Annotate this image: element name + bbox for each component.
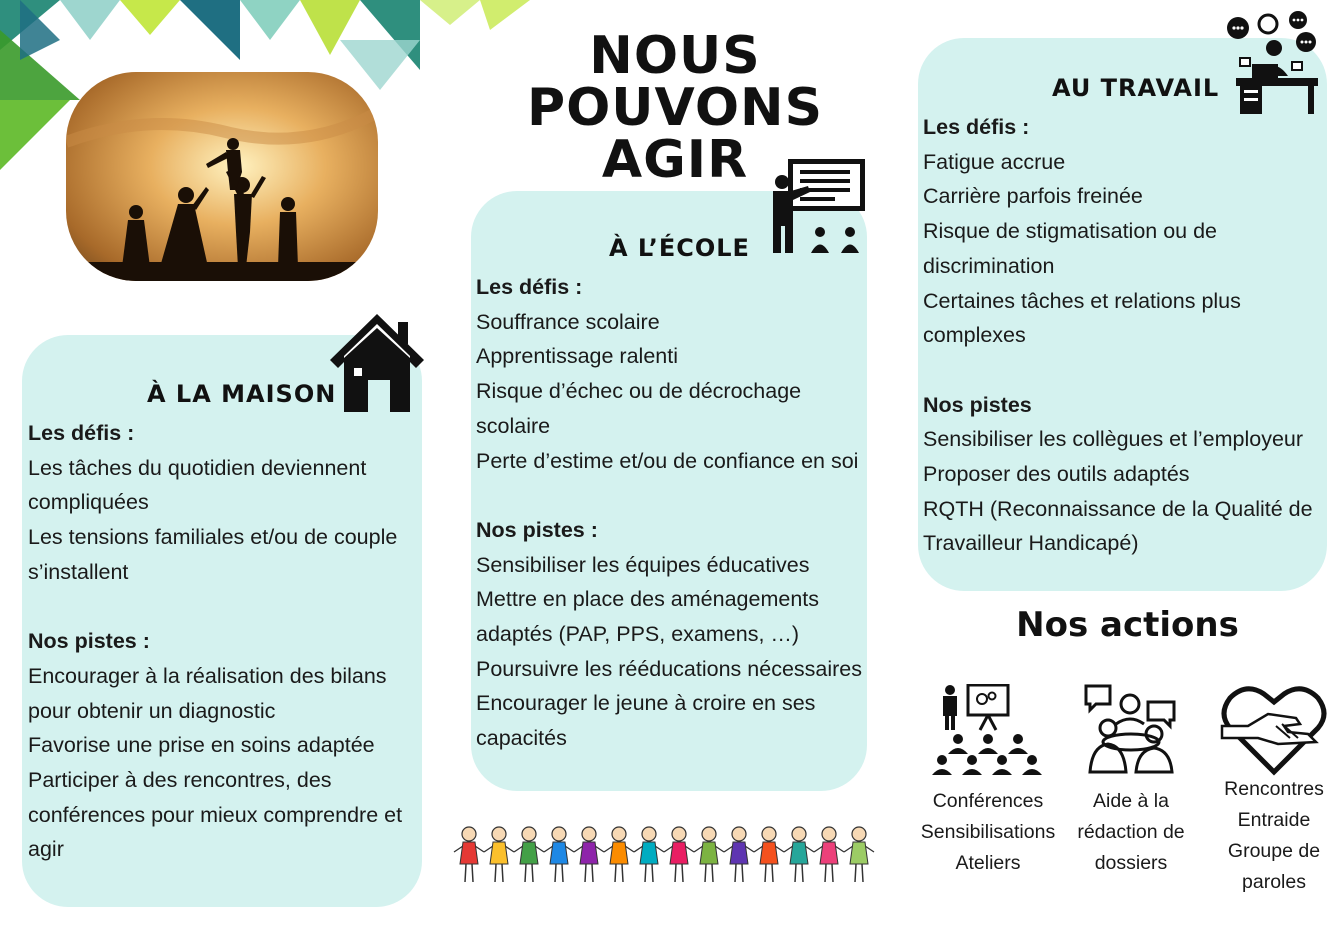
child-figure (844, 827, 874, 882)
work-text-line: Proposer des outils adaptés (923, 462, 1190, 487)
work-text-line: Travailleur Handicapé) (923, 531, 1139, 556)
action-label-line: Ateliers (955, 852, 1021, 874)
home-section-heading: Nos pistes : (28, 629, 150, 654)
school-text-line: adaptés (PAP, PPS, examens, …) (476, 622, 800, 647)
action-label-line: Rencontres (1224, 778, 1324, 800)
family-sunset-photo (66, 72, 378, 281)
action-label-line: dossiers (1094, 852, 1168, 874)
work-text-line: Fatigue accrue (923, 149, 1066, 174)
action-label-line: Groupe de (1227, 840, 1321, 862)
action-label-line: Conférences (932, 790, 1044, 812)
work-section-heading: Nos pistes (923, 392, 1032, 417)
school-text-line: Poursuivre les rééducations nécessaires (476, 656, 863, 681)
school-text-line: scolaire (476, 413, 551, 438)
school-text-line: Perte d’estime et/ou de confiance en soi (476, 448, 859, 473)
school-text-line: Apprentissage ralenti (476, 344, 678, 369)
work-card-body (923, 110, 1323, 561)
school-text-line: capacités (476, 726, 567, 751)
child-figure (634, 827, 664, 882)
work-spacer (923, 353, 1323, 388)
office-desk-icon (1222, 10, 1322, 116)
page-title-line-2: AGIR (601, 130, 749, 190)
school-section-heading: Nos pistes : (476, 517, 598, 542)
child-figure (454, 827, 484, 882)
work-text-line: discrimination (923, 253, 1055, 278)
page-title-line-1: NOUS POUVONS (526, 26, 824, 138)
children-chain-illustration (446, 820, 886, 890)
child-figure (694, 827, 724, 882)
school-text-line: Sensibiliser les équipes éducatives (476, 552, 810, 577)
action-label-line: rédaction de (1077, 821, 1185, 843)
school-text-line: Risque d’échec ou de décrochage (476, 379, 802, 404)
action-label-rencontres (1200, 774, 1343, 898)
school-card-title: À L’ÉCOLE (609, 234, 750, 262)
home-card-title: À LA MAISON (147, 380, 337, 408)
action-label-conferences (912, 786, 1064, 879)
home-text-line: Favorise une prise en soins adaptée (28, 733, 375, 758)
child-figure (784, 827, 814, 882)
work-text-line: Certaines tâches et relations plus (923, 288, 1241, 313)
work-section-heading: Les défis : (923, 115, 1030, 139)
child-figure (514, 827, 544, 882)
action-label-line: Aide à la (1093, 790, 1169, 812)
child-figure (484, 827, 514, 882)
school-card-body (476, 270, 866, 756)
home-section-heading: Les défis : (28, 421, 135, 445)
work-text-line: Carrière parfois freinée (923, 184, 1143, 209)
school-text-line: Mettre en place des aménagements (476, 587, 820, 612)
home-text-line: agir (28, 837, 64, 862)
actions-title: Nos actions (1016, 605, 1239, 645)
home-text-line: compliquées (28, 490, 149, 515)
action-label-line: paroles (1242, 871, 1306, 893)
work-text-line: complexes (923, 323, 1026, 348)
home-card-body (28, 416, 418, 867)
heart-handshake-icon (1218, 684, 1330, 776)
work-text-line: RQTH (Reconnaissance de la Qualité de (923, 496, 1313, 521)
child-figure (604, 827, 634, 882)
home-text-line: Les tensions familiales et/ou de couple (28, 525, 398, 550)
house-icon (328, 310, 426, 414)
school-spacer (476, 478, 866, 513)
action-label-aide (1056, 786, 1206, 879)
child-figure (724, 827, 754, 882)
child-figure (754, 827, 784, 882)
action-label-line: Entraide (1237, 809, 1311, 831)
school-section-heading: Les défis : (476, 275, 583, 299)
home-text-line: s’installent (28, 559, 129, 584)
discussion-icon (1084, 684, 1178, 776)
child-figure (574, 827, 604, 882)
home-text-line: pour obtenir un diagnostic (28, 698, 276, 723)
work-text-line: Risque de stigmatisation ou de (923, 219, 1218, 244)
home-spacer (28, 590, 418, 625)
action-label-line: Sensibilisations (920, 821, 1056, 843)
teacher-board-icon (768, 156, 868, 254)
child-figure (544, 827, 574, 882)
school-text-line: Encourager le jeune à croire en ses (476, 691, 816, 716)
child-figure (814, 827, 844, 882)
home-text-line: Encourager à la réalisation des bilans (28, 663, 387, 688)
work-card-title: AU TRAVAIL (1052, 74, 1220, 102)
conference-icon (930, 684, 1046, 776)
home-text-line: Participer à des rencontres, des (28, 768, 332, 793)
school-text-line: Souffrance scolaire (476, 309, 660, 334)
child-figure (664, 827, 694, 882)
home-text-line: Les tâches du quotidien deviennent (28, 455, 367, 480)
home-text-line: conférences pour mieux comprendre et (28, 802, 403, 827)
work-text-line: Sensibiliser les collègues et l’employeur (923, 427, 1304, 452)
